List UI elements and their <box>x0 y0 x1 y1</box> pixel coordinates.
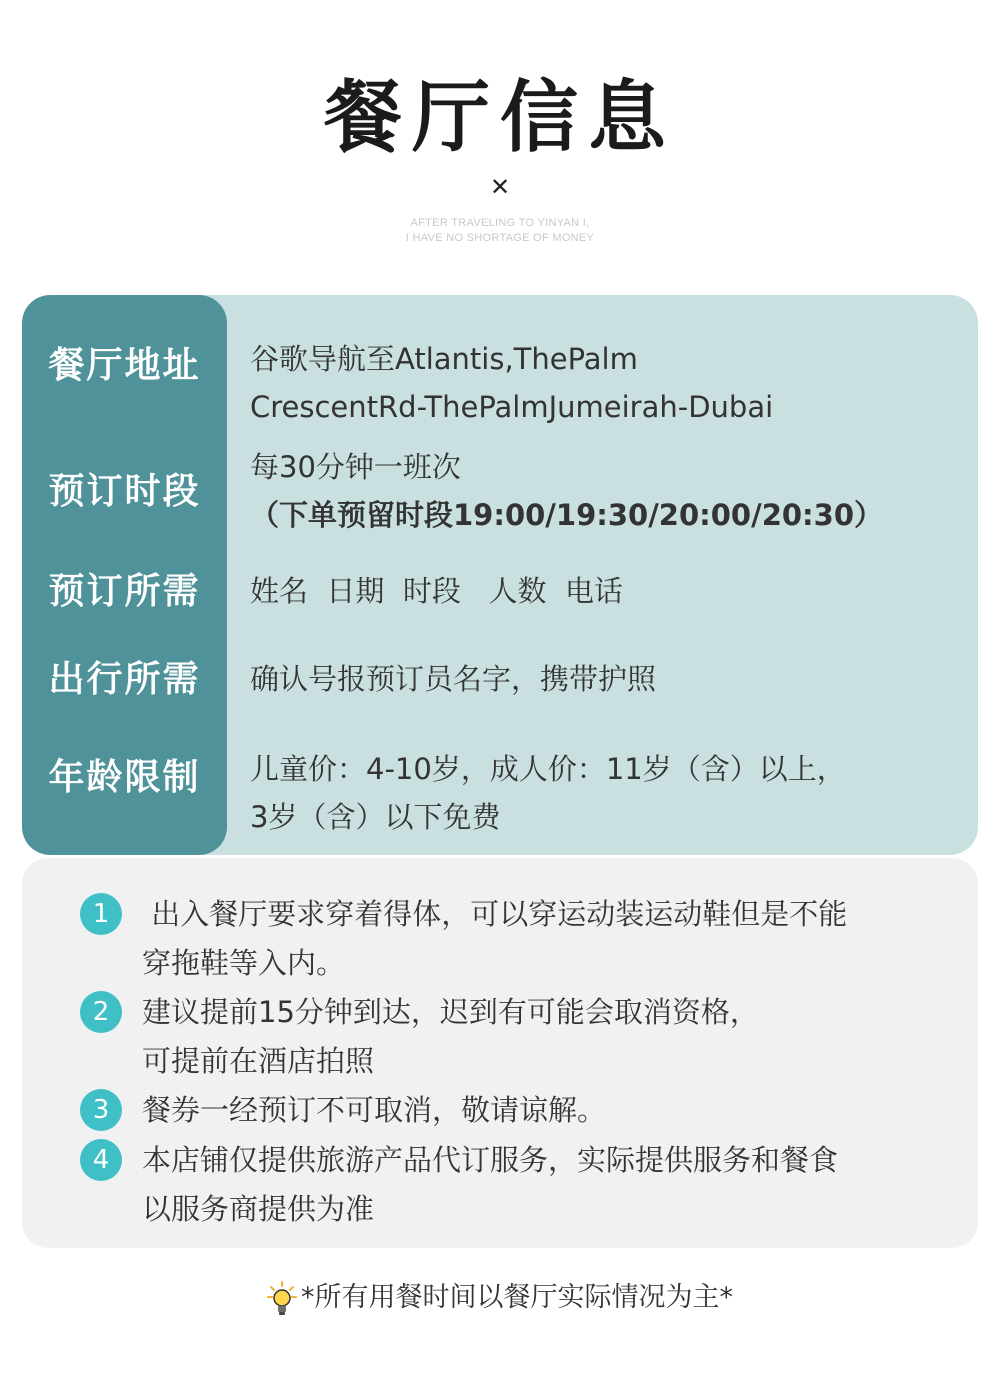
rules-card <box>22 858 978 1248</box>
footer-note <box>0 1278 1000 1318</box>
footer-text: *所有用餐时间以餐厅实际情况为主* <box>301 1282 733 1313</box>
info-value-line: 谷歌导航至Atlantis,ThePalm <box>250 342 638 376</box>
info-value-line: （下单预留时段19:00/19:30/20:00/20:30） <box>250 498 884 532</box>
rule-text <box>142 890 942 988</box>
subtitle-line: AFTER TRAVELING TO YINYAN I, <box>410 217 590 229</box>
rule-text <box>142 988 942 1086</box>
rule-number-badge: 3 <box>80 1089 122 1131</box>
restaurant-info-card <box>22 295 978 855</box>
info-label: 年龄限制 <box>48 756 201 798</box>
info-value: 姓名 日期 时段 人数 电话 <box>250 574 623 608</box>
info-value-line: CrescentRd-ThePalmJumeirah-Dubai <box>250 390 774 424</box>
info-label: 餐厅地址 <box>48 344 201 386</box>
page-title: 餐厅信息 <box>323 72 676 163</box>
rule-text-line: 以服务商提供为准 <box>142 1192 375 1226</box>
info-value-line: 每30分钟一班次 <box>250 450 461 484</box>
rule-number-badge: 2 <box>80 991 122 1033</box>
rule-text-line: 穿拖鞋等入内。 <box>142 946 346 980</box>
info-label: 预订时段 <box>48 470 201 512</box>
info-value: 确认号报预订员名字，携带护照 <box>250 662 657 696</box>
subtitle-line: I HAVE NO SHORTAGE OF MONEY <box>405 232 595 244</box>
cross-icon: ✕ <box>489 173 511 201</box>
info-value-line: 儿童价：4-10岁，成人价：11岁（含）以上， <box>250 752 846 786</box>
rule-text-line: 出入餐厅要求穿着得体，可以穿运动装运动鞋但是不能 <box>142 897 848 931</box>
info-value <box>250 335 960 431</box>
rule-text: 餐券一经预订不可取消，敬请谅解。 <box>142 1093 607 1127</box>
decorative-subtitle <box>0 216 1000 246</box>
info-value-line: 3岁（含）以下免费 <box>250 800 501 834</box>
info-label: 出行所需 <box>48 658 201 700</box>
rule-number-badge: 4 <box>80 1139 122 1181</box>
info-value <box>250 745 960 841</box>
lightbulb-icon <box>267 1281 297 1317</box>
info-label: 预订所需 <box>48 570 201 612</box>
rule-text-line: 可提前在酒店拍照 <box>142 1044 375 1078</box>
rule-text-line: 建议提前15分钟到达，迟到有可能会取消资格， <box>142 995 759 1029</box>
rule-text <box>142 1136 942 1234</box>
info-value <box>250 443 960 539</box>
rule-text-line: 本店铺仅提供旅游产品代订服务，实际提供服务和餐食 <box>142 1143 839 1177</box>
rule-number-badge: 1 <box>80 893 122 935</box>
